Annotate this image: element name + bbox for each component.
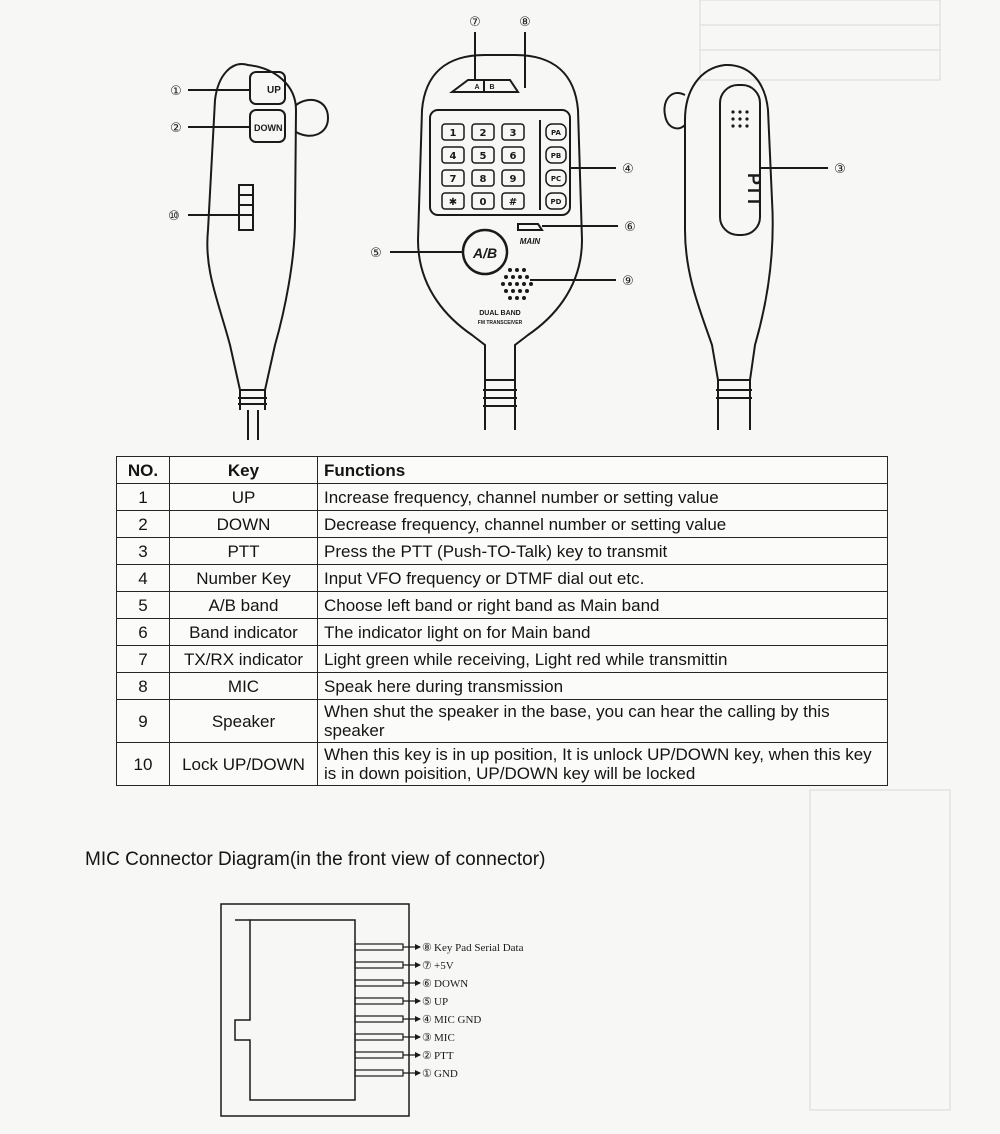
table-row	[117, 619, 888, 646]
key-functions-table	[116, 456, 888, 786]
callout-2: ②	[170, 121, 182, 136]
row-function: When shut the speaker in the base, you can hear the calling by this speaker	[318, 700, 888, 743]
row-no: 9	[117, 700, 170, 743]
table-row	[117, 592, 888, 619]
row-function: Press the PTT (Push-TO-Talk) key to transmit	[318, 538, 888, 565]
keypad-key: PB	[550, 152, 562, 160]
row-key: Lock UP/DOWN	[170, 743, 318, 786]
table-row	[117, 700, 888, 743]
down-button-label: DOWN	[254, 123, 283, 133]
keypad-key: 7	[449, 174, 457, 185]
row-key: DOWN	[170, 511, 318, 538]
product-subtitle: FM TRANSCEIVER	[477, 320, 523, 326]
ptt-button-label: PTT	[744, 173, 764, 207]
pin-3-number: ③	[422, 1032, 432, 1044]
pin-5-number: ⑤	[422, 996, 432, 1008]
indicator-b-label: B	[489, 84, 495, 91]
callout-5: ⑤	[370, 246, 382, 261]
row-function: Input VFO frequency or DTMF dial out etc.	[318, 565, 888, 592]
pin-2-label: PTT	[434, 1050, 454, 1062]
table-row	[117, 743, 888, 786]
keypad-key: 2	[479, 128, 487, 139]
row-no: 3	[117, 538, 170, 565]
pin-5-label: UP	[434, 996, 449, 1008]
pin-7-number: ⑦	[422, 960, 432, 972]
row-key: Band indicator	[170, 619, 318, 646]
product-name: DUAL BAND	[479, 310, 521, 317]
keypad-key: PD	[550, 198, 562, 206]
row-key: A/B band	[170, 592, 318, 619]
pin-8-label: Key Pad Serial Data	[434, 942, 524, 954]
connector-pins	[355, 944, 420, 1076]
row-key: TX/RX indicator	[170, 646, 318, 673]
mic-side-view-right	[664, 65, 772, 430]
header-functions: Functions	[318, 457, 888, 484]
callout-8: ⑧	[519, 15, 531, 30]
row-key: UP	[170, 484, 318, 511]
connector-diagram-title: MIC Connector Diagram(in the front view of connector)	[85, 849, 546, 870]
speaker-grille	[501, 268, 533, 300]
keypad-key: PC	[550, 175, 562, 183]
callout-4: ④	[622, 162, 634, 177]
row-no: 5	[117, 592, 170, 619]
microphone-views-svg	[100, 0, 880, 455]
ptt-grille	[731, 110, 748, 127]
row-function: Choose left band or right band as Main band	[318, 592, 888, 619]
indicator-a-label: A	[474, 84, 480, 91]
pin-arrows	[415, 944, 421, 1076]
keypad-key: 4	[449, 151, 457, 162]
table-row	[117, 646, 888, 673]
row-no: 6	[117, 619, 170, 646]
pin-8-number: ⑧	[422, 942, 432, 954]
row-no: 2	[117, 511, 170, 538]
keypad-key: 6	[509, 151, 517, 162]
row-key: Number Key	[170, 565, 318, 592]
up-button-label: UP	[267, 85, 281, 96]
keypad	[442, 124, 566, 209]
keypad-key: 3	[509, 128, 517, 139]
connector-body	[235, 920, 355, 1100]
header-no: NO.	[117, 457, 170, 484]
row-function: Light green while receiving, Light red while transmittin	[318, 646, 888, 673]
keypad-key: 5	[479, 151, 487, 162]
callout-3: ③	[834, 162, 846, 177]
row-key: Speaker	[170, 700, 318, 743]
row-no: 4	[117, 565, 170, 592]
table-row	[117, 484, 888, 511]
pin-4-number: ④	[422, 1014, 432, 1026]
ab-button-label: A/B	[472, 245, 498, 261]
callout-1: ①	[170, 84, 182, 99]
keypad-key: 1	[449, 128, 457, 139]
callout-6: ⑥	[624, 220, 636, 235]
row-function: Increase frequency, channel number or setting value	[318, 484, 888, 511]
row-function: When this key is in up position, It is unlock UP/DOWN key, when this key is in down poisition, UP/DOWN key will be locked	[318, 743, 888, 786]
callout-9: ⑨	[622, 274, 634, 289]
row-no: 8	[117, 673, 170, 700]
row-function: Speak here during transmission	[318, 673, 888, 700]
pin-7-label: +5V	[434, 960, 454, 972]
pin-1-number: ①	[422, 1068, 432, 1080]
pin-6-label: DOWN	[434, 978, 469, 990]
keypad-key: PA	[551, 129, 561, 137]
row-function: Decrease frequency, channel number or setting value	[318, 511, 888, 538]
row-no: 1	[117, 484, 170, 511]
mic-connector-diagram	[215, 900, 535, 1122]
table-row	[117, 565, 888, 592]
row-function: The indicator light on for Main band	[318, 619, 888, 646]
connector-svg	[215, 900, 535, 1122]
pin-6-number: ⑥	[422, 978, 432, 990]
keypad-key: 0	[479, 197, 487, 208]
keypad-key: ✱	[448, 197, 458, 208]
callout-10: ⑩	[168, 209, 180, 224]
header-key: Key	[170, 457, 318, 484]
callout-7: ⑦	[469, 15, 481, 30]
row-no: 10	[117, 743, 170, 786]
keypad-key: 9	[509, 174, 517, 185]
mic-front-view	[418, 55, 582, 430]
table-header-row	[117, 457, 888, 484]
main-indicator-label: MAIN	[519, 237, 541, 246]
pin-1-label: GND	[434, 1068, 458, 1080]
keypad-key: #	[508, 197, 518, 208]
mic-side-view-left	[207, 64, 328, 440]
table-row	[117, 673, 888, 700]
row-key: MIC	[170, 673, 318, 700]
row-no: 7	[117, 646, 170, 673]
pin-4-label: MIC GND	[434, 1014, 482, 1026]
table-row	[117, 538, 888, 565]
row-key: PTT	[170, 538, 318, 565]
pin-3-label: MIC	[434, 1032, 455, 1044]
pin-2-number: ②	[422, 1050, 432, 1062]
microphone-illustration	[100, 0, 880, 455]
keypad-key: 8	[479, 174, 487, 185]
table-row	[117, 511, 888, 538]
